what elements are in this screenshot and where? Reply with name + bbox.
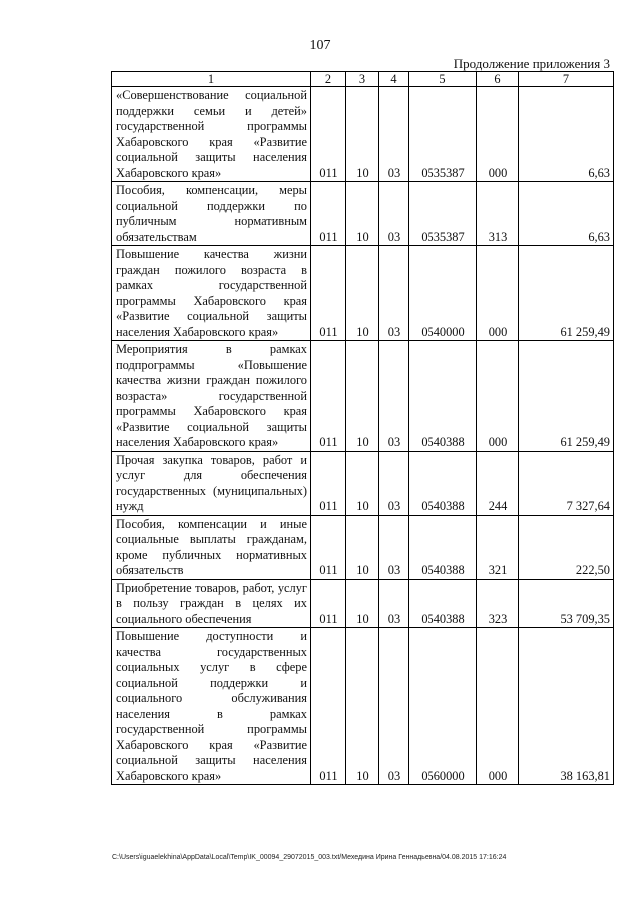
- expense-type-code: 321: [477, 515, 519, 579]
- column-header-6: 6: [477, 72, 519, 87]
- row-name: Повышение доступности и качества государственных социальных услуг в сфере социальной поддержки и социального обслуживания населения в рамках государственной программы Хабаровского края «Развитие социальной защиты населения Хабаровского края»: [112, 628, 311, 785]
- expense-type-code: 323: [477, 579, 519, 628]
- amount: 6,63: [519, 182, 614, 246]
- column-header-4: 4: [379, 72, 409, 87]
- table-row: [112, 628, 614, 785]
- ministry-code: 011: [311, 182, 346, 246]
- expense-type-code: 000: [477, 246, 519, 341]
- target-code: 0540388: [409, 451, 477, 515]
- section-code: 10: [346, 515, 379, 579]
- column-header-2: 2: [311, 72, 346, 87]
- budget-table: [111, 71, 614, 785]
- amount: 222,50: [519, 515, 614, 579]
- section-code: 10: [346, 341, 379, 452]
- row-name: Повышение качества жизни граждан пожилого возраста в рамках государственной программы Хабаровского края «Развитие социальной защиты населения Хабаровского края»: [112, 246, 311, 341]
- amount: 7 327,64: [519, 451, 614, 515]
- table-row: [112, 182, 614, 246]
- subsection-code: 03: [379, 87, 409, 182]
- row-name: Прочая закупка товаров, работ и услуг для обеспечения государственных (муниципальных) нужд: [112, 451, 311, 515]
- row-name: Пособия, компенсации, меры социальной поддержки по публичным нормативным обязательствам: [112, 182, 311, 246]
- subsection-code: 03: [379, 182, 409, 246]
- ministry-code: 011: [311, 246, 346, 341]
- row-name: Мероприятия в рамках подпрограммы «Повышение качества жизни граждан пожилого возраста» государственной программы Хабаровского края «Развитие социальной защиты населения Хабаровского края»: [112, 341, 311, 452]
- subsection-code: 03: [379, 628, 409, 785]
- expense-type-code: 244: [477, 451, 519, 515]
- subsection-code: 03: [379, 579, 409, 628]
- amount: 38 163,81: [519, 628, 614, 785]
- continuation-label: Продолжение приложения 3: [453, 56, 610, 71]
- amount: 61 259,49: [519, 246, 614, 341]
- table-row: [112, 451, 614, 515]
- ministry-code: 011: [311, 579, 346, 628]
- table-row: [112, 87, 614, 182]
- expense-type-code: 313: [477, 182, 519, 246]
- table-row: [112, 341, 614, 452]
- subsection-code: 03: [379, 341, 409, 452]
- table-row: [112, 579, 614, 628]
- ministry-code: 011: [311, 87, 346, 182]
- table-row: [112, 246, 614, 341]
- ministry-code: 011: [311, 515, 346, 579]
- target-code: 0540388: [409, 579, 477, 628]
- target-code: 0535387: [409, 87, 477, 182]
- target-code: 0540000: [409, 246, 477, 341]
- target-code: 0535387: [409, 182, 477, 246]
- table-row: [112, 515, 614, 579]
- row-name: Пособия, компенсации и иные социальные выплаты гражданам, кроме публичных нормативных обязательств: [112, 515, 311, 579]
- column-header-1: 1: [112, 72, 311, 87]
- target-code: 0540388: [409, 341, 477, 452]
- ministry-code: 011: [311, 341, 346, 452]
- amount: 6,63: [519, 87, 614, 182]
- expense-type-code: 000: [477, 341, 519, 452]
- section-code: 10: [346, 628, 379, 785]
- page-number: 107: [309, 38, 331, 53]
- footer-file-path: C:\Users\iguaelekhina\AppData\Local\Temp\IK_00094_29072015_003.txt/Мехедина Ирина Геннадьевна/04.08.2015 17:16:24: [112, 854, 507, 861]
- subsection-code: 03: [379, 246, 409, 341]
- section-code: 10: [346, 246, 379, 341]
- column-header-3: 3: [346, 72, 379, 87]
- target-code: 0540388: [409, 515, 477, 579]
- amount: 61 259,49: [519, 341, 614, 452]
- section-code: 10: [346, 451, 379, 515]
- subsection-code: 03: [379, 451, 409, 515]
- amount: 53 709,35: [519, 579, 614, 628]
- header-row: [112, 72, 614, 87]
- expense-type-code: 000: [477, 87, 519, 182]
- column-header-7: 7: [519, 72, 614, 87]
- row-name: Приобретение товаров, работ, услуг в пользу граждан в целях их социального обеспечения: [112, 579, 311, 628]
- row-name: «Совершенствование социальной поддержки семьи и детей» государственной программы Хабаровского края «Развитие социальной защиты населения Хабаровского края»: [112, 87, 311, 182]
- column-header-5: 5: [409, 72, 477, 87]
- ministry-code: 011: [311, 451, 346, 515]
- expense-type-code: 000: [477, 628, 519, 785]
- section-code: 10: [346, 182, 379, 246]
- section-code: 10: [346, 579, 379, 628]
- subsection-code: 03: [379, 515, 409, 579]
- ministry-code: 011: [311, 628, 346, 785]
- target-code: 0560000: [409, 628, 477, 785]
- section-code: 10: [346, 87, 379, 182]
